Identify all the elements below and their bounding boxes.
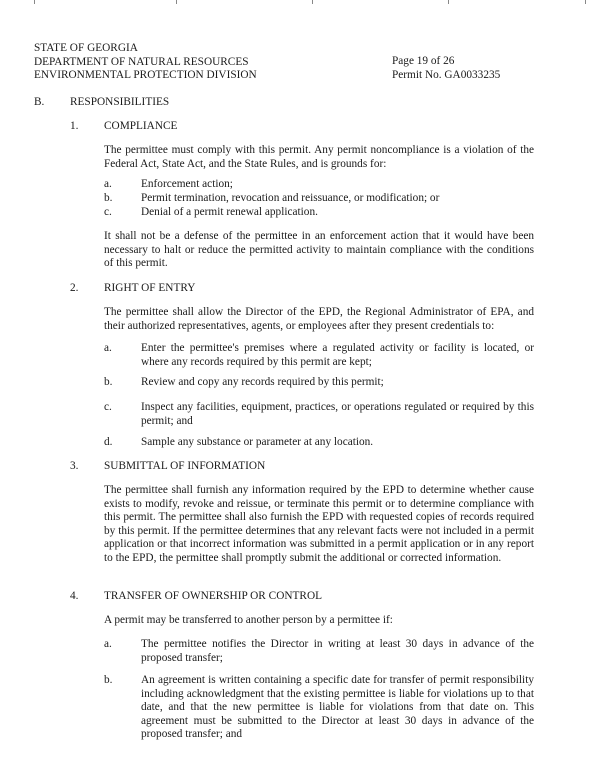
item-title: COMPLIANCE: [104, 120, 178, 132]
paragraph: A permit may be transferred to another person by a permittee if:: [104, 614, 393, 626]
page-info: [392, 55, 572, 82]
item-number: 1.: [70, 120, 79, 132]
paragraph: The permittee shall furnish any information required by the EPD to determine whether cause exists to modify, revoke and reissue, or terminate this permit or to determine compliance with this permit. The permittee shall also furnish the EPD with requested copies of records required by this permit. If the permittee determines that any relevant facts were not included in a permit application or that incorrect information was submitted in a permit application or in any report to the EPD, the permittee shall promptly submit the additional or corrected information.: [104, 484, 534, 564]
list-label: c.: [104, 401, 112, 413]
list-item: Enter the permittee's premises where a regulated activity or facility is located, or where any records required by this permit are kept;: [141, 342, 534, 368]
list-item: An agreement is written containing a specific date for transfer of permit responsibility including acknowledgment that the existing permittee is liable for violations up to that date, and that the new permittee is liable for violations from that date on. This agreement must be submitted to the Director at least 30 days in advance of the proposed transfer; and: [141, 674, 534, 741]
scan-edge-marks: [0, 0, 600, 6]
list-label: a.: [104, 342, 112, 354]
list-item: Sample any substance or parameter at any location.: [141, 436, 374, 448]
scan-tick: [448, 0, 449, 4]
list-label: c.: [104, 206, 112, 218]
list-label: a.: [104, 638, 112, 650]
list-label: b.: [104, 192, 113, 204]
paragraph: The permittee must comply with this permit. Any permit noncompliance is a violation of the Federal Act, State Act, and the State Rules, and is grounds for:: [104, 144, 534, 170]
item-number: 3.: [70, 460, 79, 472]
item-number: 2.: [70, 282, 79, 294]
list-item: Denial of a permit renewal application.: [141, 206, 318, 218]
paragraph: The permittee shall allow the Director of the EPD, the Regional Administrator of EPA, and their authorized representatives, agents, or employees after they present credentials to:: [104, 306, 534, 332]
agency-line: STATE OF GEORGIA: [34, 42, 138, 54]
item-title: SUBMITTAL OF INFORMATION: [104, 460, 266, 472]
section-title: RESPONSIBILITIES: [70, 96, 170, 108]
list-label: d.: [104, 436, 113, 448]
item-title: RIGHT OF ENTRY: [104, 282, 196, 294]
agency-line: DEPARTMENT OF NATURAL RESOURCES: [34, 55, 249, 68]
list-label: b.: [104, 376, 113, 388]
agency-header: [34, 42, 354, 83]
item-number: 4.: [70, 590, 79, 602]
scan-tick: [312, 0, 313, 4]
permit-number: Permit No. GA0033235: [392, 68, 501, 81]
list-item: Enforcement action;: [141, 178, 233, 190]
scan-tick: [585, 0, 586, 4]
list-item: Review and copy any records required by this permit;: [141, 376, 384, 388]
list-label: a.: [104, 178, 112, 190]
scan-tick: [34, 0, 35, 4]
list-label: b.: [104, 674, 113, 686]
item-title: TRANSFER OF OWNERSHIP OR CONTROL: [104, 590, 323, 602]
section-letter: B.: [34, 96, 45, 108]
scan-tick: [176, 0, 177, 4]
list-item: The permittee notifies the Director in writing at least 30 days in advance of the proposed transfer;: [141, 638, 534, 664]
page-number: Page 19 of 26: [392, 55, 455, 67]
paragraph: It shall not be a defense of the permittee in an enforcement action that it would have been necessary to halt or reduce the permitted activity to maintain compliance with the conditions of this permit.: [104, 230, 534, 270]
agency-line: ENVIRONMENTAL PROTECTION DIVISION: [34, 69, 257, 82]
list-item: Inspect any facilities, equipment, practices, or operations regulated or required by this permit; and: [141, 401, 534, 427]
list-item: Permit termination, revocation and reissuance, or modification; or: [141, 192, 440, 204]
